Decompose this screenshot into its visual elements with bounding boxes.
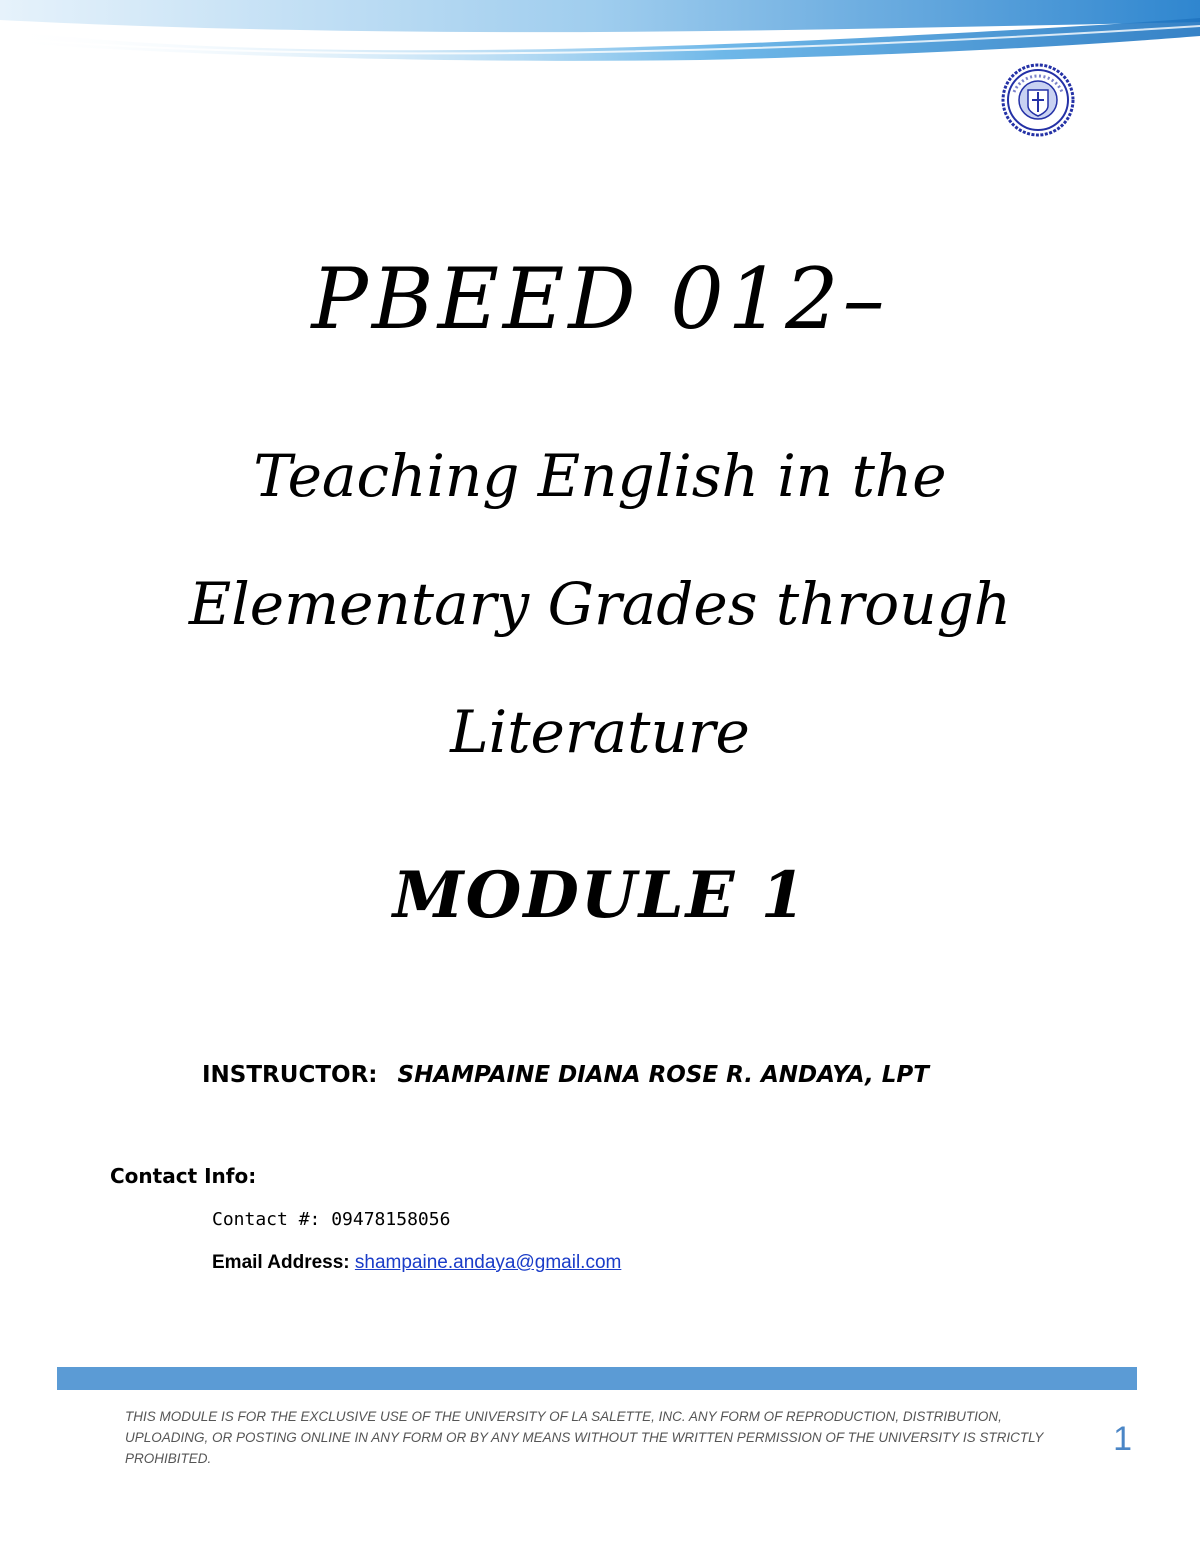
instructor-label: INSTRUCTOR: [202, 1062, 378, 1088]
university-seal-icon [1000, 62, 1076, 138]
course-title [100, 412, 1100, 796]
contact-heading: Contact Info: [110, 1164, 257, 1188]
module-heading: MODULE 1 [392, 858, 808, 933]
instructor-line [202, 1062, 1102, 1088]
email-label: Email Address: [212, 1252, 350, 1273]
course-title-line: Teaching English in the [253, 442, 947, 510]
course-title-line: Literature [450, 698, 750, 766]
email-link[interactable]: shampaine.andaya@gmail.com [354, 1252, 622, 1273]
email-line [212, 1252, 621, 1274]
footer-notice: THIS MODULE IS FOR THE EXCLUSIVE USE OF THE UNIVERSITY OF LA SALETTE, INC. ANY FORM OF REPRODUCTION, DISTRIBUTION, UPLOADING, OR POSTING ONLINE IN ANY FORM OR BY ANY MEANS WITHOUT THE WRITTEN PERMISSION OF THE UNIVERSITY IS STRICTLY PROHIBITED. [125, 1409, 1044, 1466]
course-title-line: Elementary Grades through [188, 570, 1012, 638]
header-wave-band [0, 0, 1200, 62]
course-code: PBEED 012– [311, 250, 889, 348]
instructor-name: SHAMPAINE DIANA ROSE R. ANDAYA, LPT [397, 1062, 929, 1088]
footer-bar [57, 1367, 1137, 1390]
page-number: 1 [1113, 1420, 1132, 1458]
contact-number: Contact #: 09478158056 [212, 1209, 451, 1230]
